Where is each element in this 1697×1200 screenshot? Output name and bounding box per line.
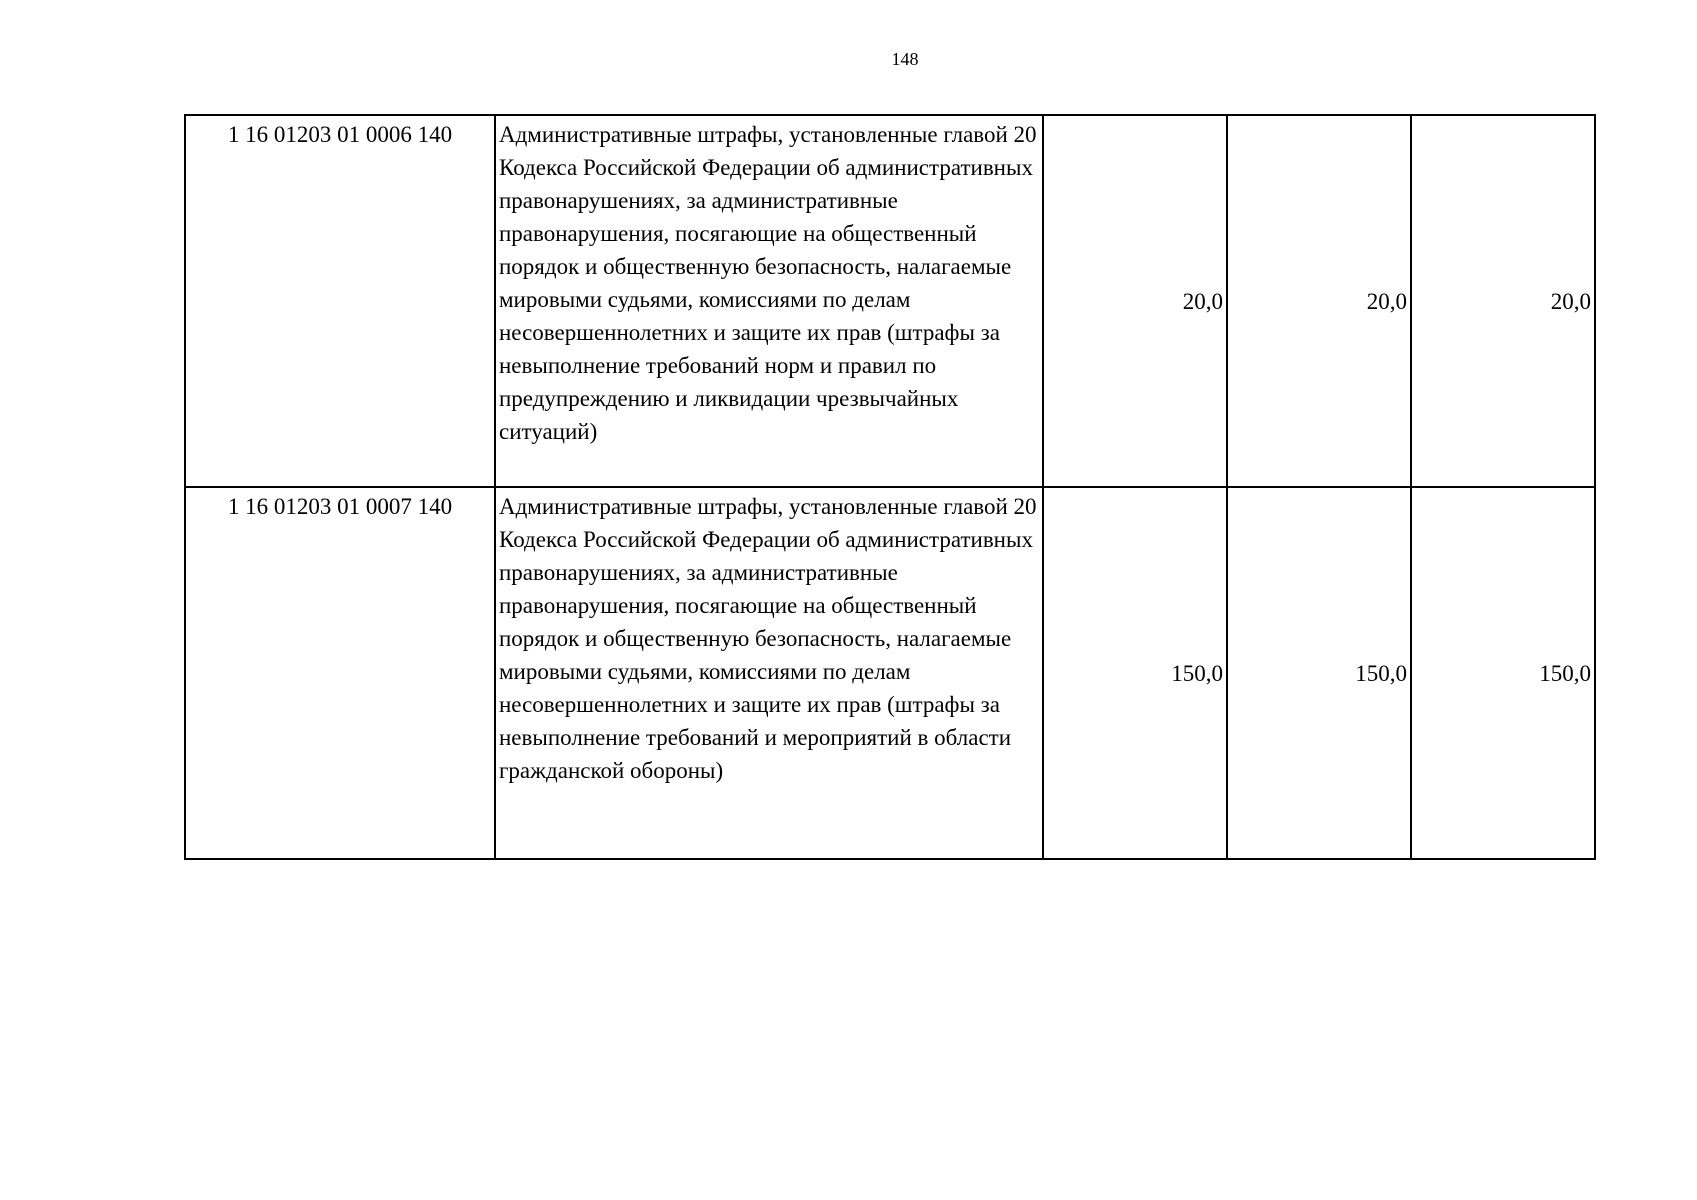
value-cell-year-2: 150,0 [1227, 487, 1411, 859]
value-cell-year-3: 20,0 [1411, 115, 1595, 487]
description-cell: Административные штрафы, установленные главой 20 Кодекса Российской Федерации об административных правонарушениях, за административные правонарушения, посягающие на общественный порядок и общественную безопасность, налагаемые мировыми судьями, комиссиями по делам несовершеннолетних и защите их прав (штрафы за невыполнение требований и мероприятий в области гражданской обороны) [495, 487, 1043, 859]
budget-table [184, 114, 1596, 860]
table-row [185, 487, 1595, 859]
value-cell-year-1: 20,0 [1043, 115, 1227, 487]
value-cell-year-3: 150,0 [1411, 487, 1595, 859]
budget-code-cell: 1 16 01203 01 0006 140 [185, 115, 495, 487]
budget-code-cell: 1 16 01203 01 0007 140 [185, 487, 495, 859]
table-row [185, 115, 1595, 487]
value-cell-year-1: 150,0 [1043, 487, 1227, 859]
page-number: 148 [891, 49, 919, 69]
value-cell-year-2: 20,0 [1227, 115, 1411, 487]
description-cell: Административные штрафы, установленные главой 20 Кодекса Российской Федерации об административных правонарушениях, за административные правонарушения, посягающие на общественный порядок и общественную безопасность, налагаемые мировыми судьями, комиссиями по делам несовершеннолетних и защите их прав (штрафы за невыполнение требований норм и правил по предупреждению и ликвидации чрезвычайных ситуаций) [495, 115, 1043, 487]
